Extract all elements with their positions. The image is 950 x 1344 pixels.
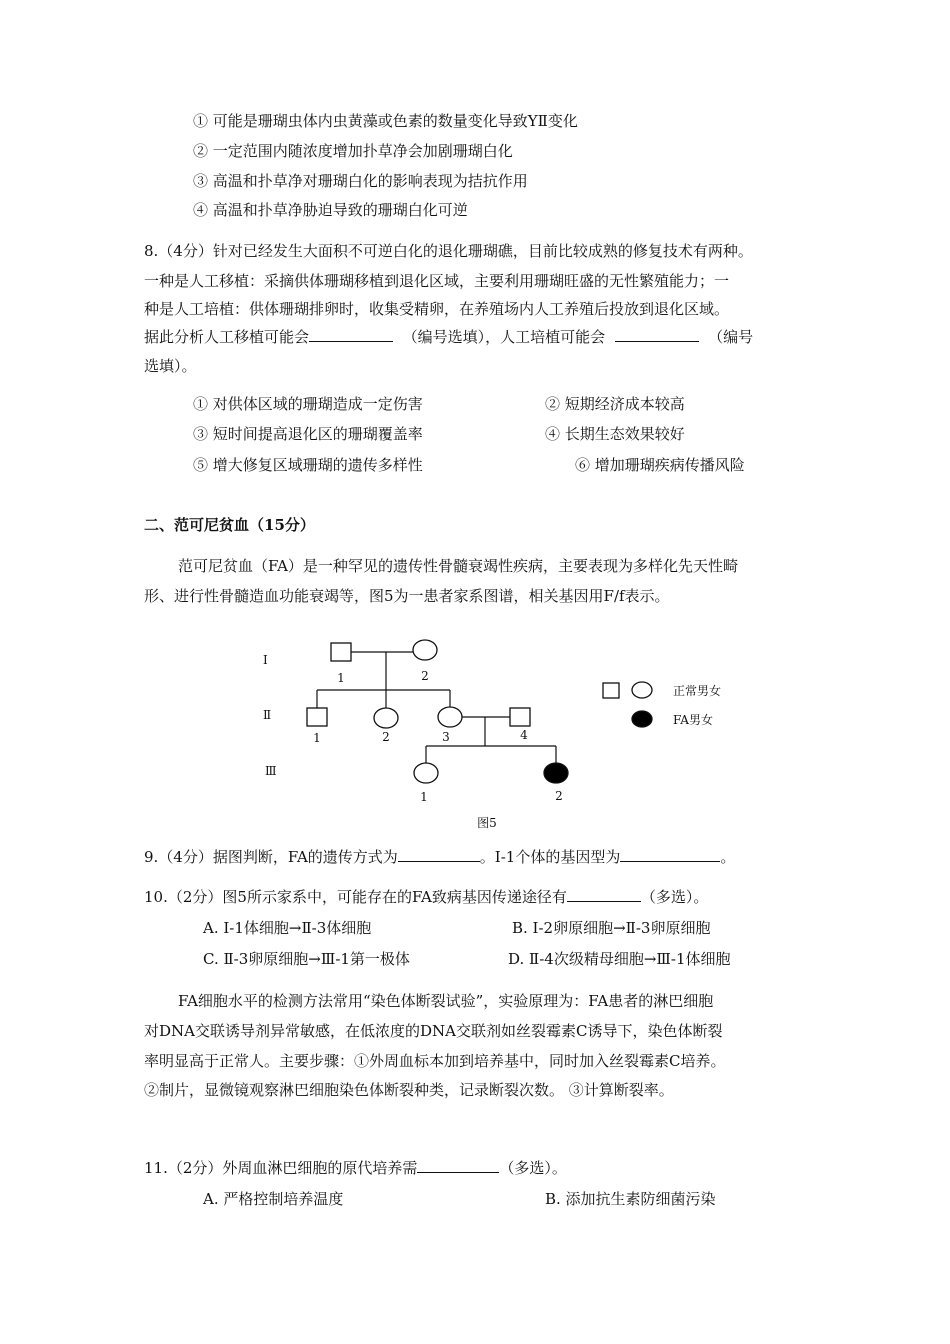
q8-line-2: 一种是人工移植：采摘供体珊瑚移植到退化区域，主要利用珊瑚旺盛的无性繁殖能力；一 bbox=[144, 272, 730, 290]
q11-stem bbox=[144, 1158, 567, 1178]
gen1-individual-1-normal-male bbox=[331, 643, 351, 661]
figure-caption: 图5 bbox=[477, 816, 497, 830]
legend-normal-female-symbol bbox=[632, 682, 652, 698]
gen3-number-1: 1 bbox=[420, 790, 428, 804]
gen2-number-4: 4 bbox=[520, 728, 528, 742]
gen-label-3: Ⅲ bbox=[265, 764, 277, 778]
q11-option-b: B. 添加抗生素防细菌污染 bbox=[545, 1190, 716, 1208]
q8-option-2: ② 短期经济成本较高 bbox=[545, 395, 685, 413]
legend-fa-female-symbol bbox=[632, 711, 652, 727]
q7-option-4: ④ 高温和扑草净胁迫导致的珊瑚白化可逆 bbox=[193, 201, 468, 219]
gen2-individual-3-normal-female bbox=[438, 707, 462, 727]
q7-option-3: ③ 高温和扑草净对珊瑚白化的影响表现为拮抗作用 bbox=[193, 172, 528, 190]
q11-answer-blank[interactable] bbox=[417, 1158, 499, 1173]
q11-stem-part-a: 11.（2分）外周血淋巴细胞的原代培养需 bbox=[144, 1159, 418, 1177]
q9-answer-blank-2[interactable] bbox=[620, 847, 720, 862]
q8-option-5: ⑤ 增大修复区域珊瑚的遗传多样性 bbox=[193, 456, 423, 474]
gen3-individual-1-normal-female bbox=[414, 763, 438, 783]
q10-option-c: C. Ⅱ-3卵原细胞→Ⅲ-1第一极体 bbox=[203, 950, 410, 968]
q11-stem-part-b: （多选）。 bbox=[499, 1159, 567, 1177]
q10-stem bbox=[144, 887, 708, 907]
section-2-title: 二、范可尼贫血（15分） bbox=[144, 516, 315, 534]
q8-option-4: ④ 长期生态效果较好 bbox=[545, 425, 685, 443]
method-line-2: 对DNA交联诱导剂异常敏感，在低浓度的DNA交联剂如丝裂霉素C诱导下，染色体断裂 bbox=[144, 1022, 723, 1040]
q8-option-1: ① 对供体区域的珊瑚造成一定伤害 bbox=[193, 395, 423, 413]
q8-line-4-part-c: （编号 bbox=[708, 328, 754, 346]
gen1-number-2: 2 bbox=[421, 669, 429, 683]
gen1-individual-2-normal-female bbox=[413, 640, 437, 660]
q10-option-a: A. Ⅰ-1体细胞→Ⅱ-3体细胞 bbox=[203, 919, 372, 937]
gen2-individual-2-normal-female bbox=[374, 708, 398, 728]
q10-stem-part-a: 10.（2分）图5所示家系中，可能存在的FA致病基因传递途径有 bbox=[144, 888, 567, 906]
legend-normal-label: 正常男女 bbox=[673, 684, 722, 698]
method-line-1: FA细胞水平的检测方法常用“染色体断裂试验”，实验原理为：FA患者的淋巴细胞 bbox=[178, 992, 714, 1010]
gen-label-1: Ⅰ bbox=[263, 653, 268, 667]
q8-line-5: 选填）。 bbox=[144, 357, 197, 375]
gen-label-2: Ⅱ bbox=[263, 708, 272, 722]
gen2-individual-1-normal-male bbox=[307, 708, 327, 726]
q9-part-c: 。 bbox=[720, 848, 736, 866]
legend-fa-label: FA男女 bbox=[673, 713, 713, 727]
q8-line-1: 8.（4分）针对已经发生大面积不可逆白化的退化珊瑚礁，目前比较成熟的修复技术有两种。 bbox=[144, 242, 753, 260]
q10-option-b: B. Ⅰ-2卵原细胞→Ⅱ-3卵原细胞 bbox=[512, 919, 711, 937]
q10-answer-blank[interactable] bbox=[567, 887, 641, 902]
section-2-intro-2: 形、进行性骨髓造血功能衰竭等，图5为一患者家系图谱，相关基因用F/f表示。 bbox=[144, 587, 670, 605]
q8-line-3: 种是人工培植：供体珊瑚排卵时，收集受精卵，在养殖场内人工养殖后投放到退化区域。 bbox=[144, 300, 730, 318]
q8-line-4-part-b: （编号选填），人工培植可能会 bbox=[402, 328, 606, 346]
gen3-individual-2-fa-female bbox=[544, 763, 568, 783]
q9-line bbox=[144, 847, 735, 867]
gen2-individual-4-normal-male bbox=[510, 708, 530, 726]
gen3-number-2: 2 bbox=[555, 789, 563, 803]
q7-option-2: ② 一定范围内随浓度增加扑草净会加剧珊瑚白化 bbox=[193, 142, 513, 160]
q9-part-a: 9.（4分）据图判断，FA的遗传方式为 bbox=[144, 848, 398, 866]
q10-stem-part-b: （多选）。 bbox=[640, 888, 709, 906]
gen2-number-2: 2 bbox=[382, 730, 390, 744]
method-line-3: 率明显高于正常人。主要步骤：①外周血标本加到培养基中，同时加入丝裂霉素C培养。 bbox=[144, 1052, 726, 1070]
legend-normal-male-symbol bbox=[603, 683, 619, 698]
gen2-number-3: 3 bbox=[442, 730, 450, 744]
q8-line-4-part-a: 据此分析人工移植可能会 bbox=[144, 328, 310, 346]
q11-option-a: A. 严格控制培养温度 bbox=[203, 1190, 344, 1208]
q7-option-1: ① 可能是珊瑚虫体内虫黄藻或色素的数量变化导致YⅡ变化 bbox=[193, 112, 578, 130]
section-2-intro-1: 范可尼贫血（FA）是一种罕见的遗传性骨髓衰竭性疾病，主要表现为多样化先天性畸 bbox=[178, 557, 738, 575]
method-line-4: ②制片，显微镜观察淋巴细胞染色体断裂种类，记录断裂次数。 ③计算断裂率。 bbox=[144, 1081, 674, 1099]
q8-option-3: ③ 短时间提高退化区的珊瑚覆盖率 bbox=[193, 425, 423, 443]
q10-option-d: D. Ⅱ-4次级精母细胞→Ⅲ-1体细胞 bbox=[508, 950, 731, 968]
q9-part-b: 。Ⅰ-1个体的基因型为 bbox=[479, 848, 621, 866]
gen2-number-1: 1 bbox=[313, 731, 321, 745]
q9-answer-blank-1[interactable] bbox=[398, 847, 480, 862]
q8-option-6: ⑥ 增加珊瑚疾病传播风险 bbox=[575, 456, 745, 474]
gen1-number-1: 1 bbox=[337, 671, 345, 685]
